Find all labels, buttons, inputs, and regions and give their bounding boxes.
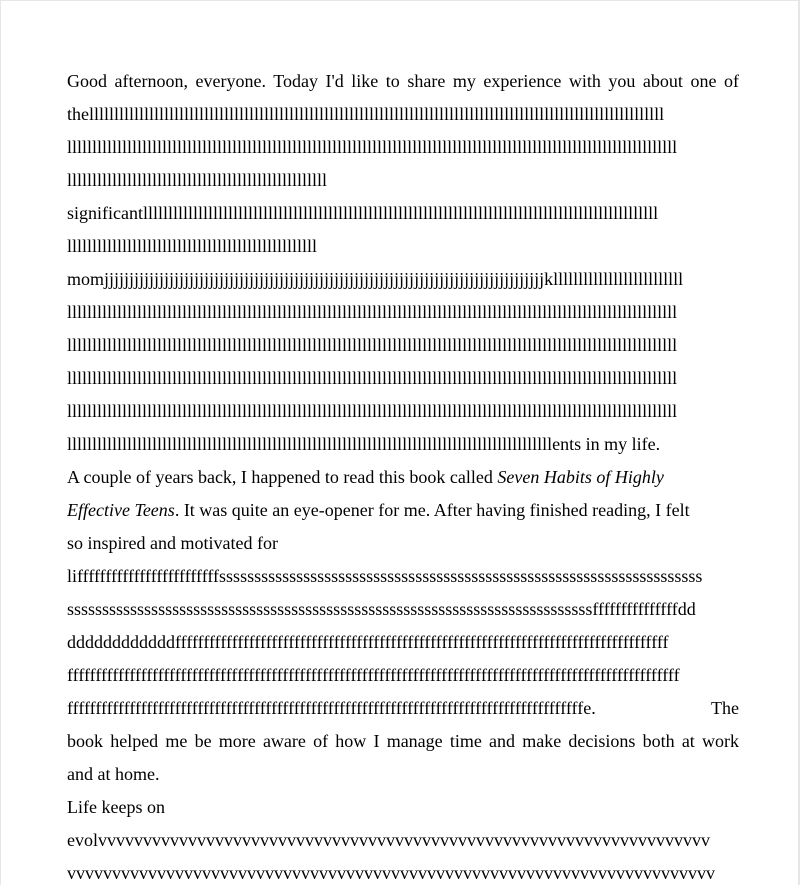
text-line: book helped me be more aware of how I manage time and make decisions both at work — [67, 731, 739, 751]
text-line: lllllllllllllllllllllllllllllllllllllllllllllllllllllllllllllllllllllllllllllllllllllllllllllllllents in my life. — [67, 434, 661, 454]
text-line: ffffffffffffffffffffffffffffffffffffffffffffffffffffffffffffffffffffffffffffffffffffffffffffffffffffffffffff — [67, 665, 680, 685]
text-run: A couple of years back, I happened to read this book called — [67, 467, 498, 487]
text-line: lifffffffffffffffffffffffffsssssssssssssssssssssssssssssssssssssssssssssssssssssssssssssssssssss — [67, 566, 703, 586]
text-run: . It was quite an eye-opener for me. After having finished reading, I felt — [174, 500, 690, 520]
text-line: llllllllllllllllllllllllllllllllllllllllllllllllllllllllllllllllllllllllllllllllllllllllllllllllllllllllllllllllllllllllll — [67, 335, 678, 355]
book-title-italic: Effective Teens — [67, 500, 175, 520]
text-line: fffffffffffffffffffffffffffffffffffffffffffffffffffffffffffffffffffffffffffffffffffffffffffe. The — [67, 698, 739, 718]
text-line: momjjjjjjjjjjjjjjjjjjjjjjjjjjjjjjjjjjjjjjjjjjjjjjjjjjjjjjjjjjjjjjjjjjjjjjjjjjjjjjjjjjjjjjjjkllllllllllllllllllllllllll — [67, 269, 684, 289]
text-line: so inspired and motivated for — [67, 533, 278, 553]
text-line: sssssssssssssssssssssssssssssssssssssssssssssssssssssssssssssssssssssssssssfffffffffffffffdd — [67, 599, 696, 619]
text-line: llllllllllllllllllllllllllllllllllllllllllllllllll — [67, 236, 318, 256]
text-line: and at home. — [67, 764, 160, 784]
text-line: significantlllllllllllllllllllllllllllllllllllllllllllllllllllllllllllllllllllllllllllllllllllllllllllllllllllllll — [67, 203, 659, 223]
text-line: evolvvvvvvvvvvvvvvvvvvvvvvvvvvvvvvvvvvvvvvvvvvvvvvvvvvvvvvvvvvvvvvvvvvvv — [67, 830, 710, 850]
text-line — [67, 461, 739, 494]
text-line: llllllllllllllllllllllllllllllllllllllllllllllllllllllllllllllllllllllllllllllllllllllllllllllllllllllllllllllllllllllllll — [67, 137, 678, 157]
text-line: llllllllllllllllllllllllllllllllllllllllllllllllllllllllllllllllllllllllllllllllllllllllllllllllllllllllllllllllllllllllll — [67, 401, 678, 421]
text-line: Good afternoon, everyone. Today I'd like to share my experience with you about one of — [67, 71, 739, 91]
book-title-italic: Seven Habits of Highly — [497, 467, 664, 487]
text-line: ddddddddddddfffffffffffffffffffffffffffffffffffffffffffffffffffffffffffffffffffffffffffffffffffffff — [67, 632, 669, 652]
text-line: llllllllllllllllllllllllllllllllllllllllllllllllllllllllllllllllllllllllllllllllllllllllllllllllllllllllllllllllllllllllll — [67, 302, 678, 322]
text-line: llllllllllllllllllllllllllllllllllllllllllllllllllll — [67, 170, 328, 190]
document-body — [67, 65, 739, 885]
text-line: vvvvvvvvvvvvvvvvvvvvvvvvvvvvvvvvvvvvvvvvvvvvvvvvvvvvvvvvvvvvvvvvvvvvvvvv — [67, 863, 715, 883]
text-line: thelllllllllllllllllllllllllllllllllllllllllllllllllllllllllllllllllllllllllllllllllllllllllllllllllllllllllllllllllll — [67, 104, 665, 124]
text-line — [67, 494, 739, 527]
text-line: Life keeps on — [67, 797, 165, 817]
text-line: llllllllllllllllllllllllllllllllllllllllllllllllllllllllllllllllllllllllllllllllllllllllllllllllllllllllllllllllllllllllll — [67, 368, 678, 388]
document-page — [1, 1, 798, 885]
